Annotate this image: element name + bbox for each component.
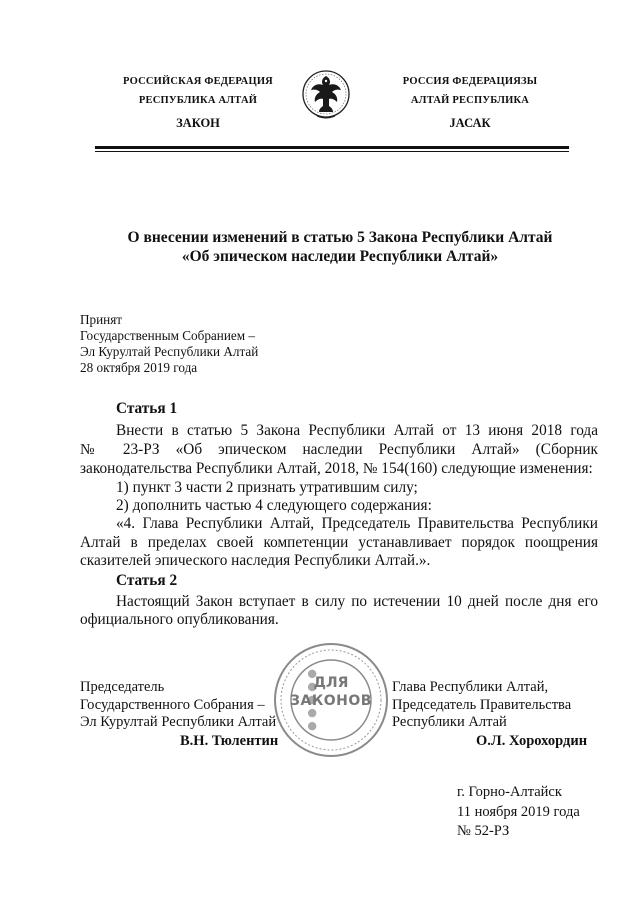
footer-city: г. Горно-Алтайск (457, 784, 562, 800)
article1-heading: Статья 1 (116, 400, 178, 417)
adoption-line2: Государственным Собранием – (80, 328, 255, 343)
law-title (80, 228, 600, 266)
signature-left-line3: Эл Курултай Республики Алтай (80, 714, 277, 730)
signature-right-block (392, 679, 612, 732)
signature-right-line2: Председатель Правительства (392, 696, 572, 713)
header-divider-thick (95, 146, 569, 149)
stamp-text-line1: ДЛЯ (313, 675, 349, 691)
signature-right-name: О.Л. Хорохордин (476, 733, 588, 749)
article1-quote-line3: сказителей эпического наследия Республики Алтай.». (80, 552, 431, 569)
signature-left-line2: Государственного Собрания – (80, 696, 265, 713)
law-title-line2: «Об эпическом наследии Республики Алтай» (181, 248, 499, 265)
article1-item2: 2) дополнить частью 4 следующего содержания: (116, 497, 432, 514)
article1-para-line1: Внести в статью 5 Закона Республики Алтай от 13 июня 2018 года (116, 422, 598, 439)
article2-para-line2: официального опубликования. (80, 611, 279, 628)
adoption-line4: 28 октября 2019 года (80, 360, 198, 375)
signature-left-block (80, 679, 290, 732)
header-left-law-label: ЗАКОН (176, 116, 220, 130)
stamp-text-line2: ЗАКОНОВ (290, 693, 372, 709)
adoption-line1: Принят (80, 312, 123, 327)
header-divider-thin (95, 151, 569, 152)
article1-para-line3: законодательства Республики Алтай, 2018, № 154(160) следующие изменения: (80, 460, 593, 477)
adoption-line3: Эл Курултай Республики Алтай (80, 344, 259, 359)
signature-left-name: В.Н. Тюлентин (180, 733, 279, 749)
signature-right-line3: Республики Алтай (392, 714, 507, 730)
article1-para-line2: № 23-РЗ «Об эпическом наследии Республики Алтай» (Сборник (80, 441, 598, 458)
article2-heading: Статья 2 (116, 572, 178, 589)
emblem-graphic (301, 64, 351, 126)
header-left-line2: РЕСПУБЛИКА АЛТАЙ (138, 95, 258, 106)
header-right-line1: РОССИЯ ФЕДЕРАЦИЯЗЫ (402, 76, 538, 87)
signature-right-line1: Глава Республики Алтай, (392, 679, 549, 695)
adoption-block (80, 312, 340, 376)
footer-number: № 52-РЗ (457, 823, 510, 839)
header-right-law-label: JАСАК (449, 116, 491, 130)
article1-item1: 1) пункт 3 части 2 признать утратившим силу; (116, 479, 418, 496)
svg-text:● ● ● ● ●: ● ● ● ● ● (305, 669, 318, 731)
coat-of-arms-emblem (301, 64, 351, 126)
law-title-line1: О внесении изменений в статью 5 Закона Республики Алтай (127, 229, 553, 246)
article2-para-line1: Настоящий Закон вступает в силу по истечении 10 дней после дня его (116, 593, 598, 610)
header-left-line1: РОССИЙСКАЯ ФЕДЕРАЦИЯ (123, 76, 273, 87)
footer-block (457, 784, 627, 841)
article1-quote-line2: Алтай в пределах своей компетенции устанавливает порядок поощрения (80, 534, 598, 551)
header-right-line2: АЛТАЙ РЕСПУБЛИКА (410, 95, 530, 106)
article1-quote-line1: «4. Глава Республики Алтай, Председатель Правительства Республики (116, 515, 598, 532)
footer-date: 11 ноября 2019 года (457, 803, 580, 820)
signature-left-line1: Председатель (80, 679, 165, 695)
